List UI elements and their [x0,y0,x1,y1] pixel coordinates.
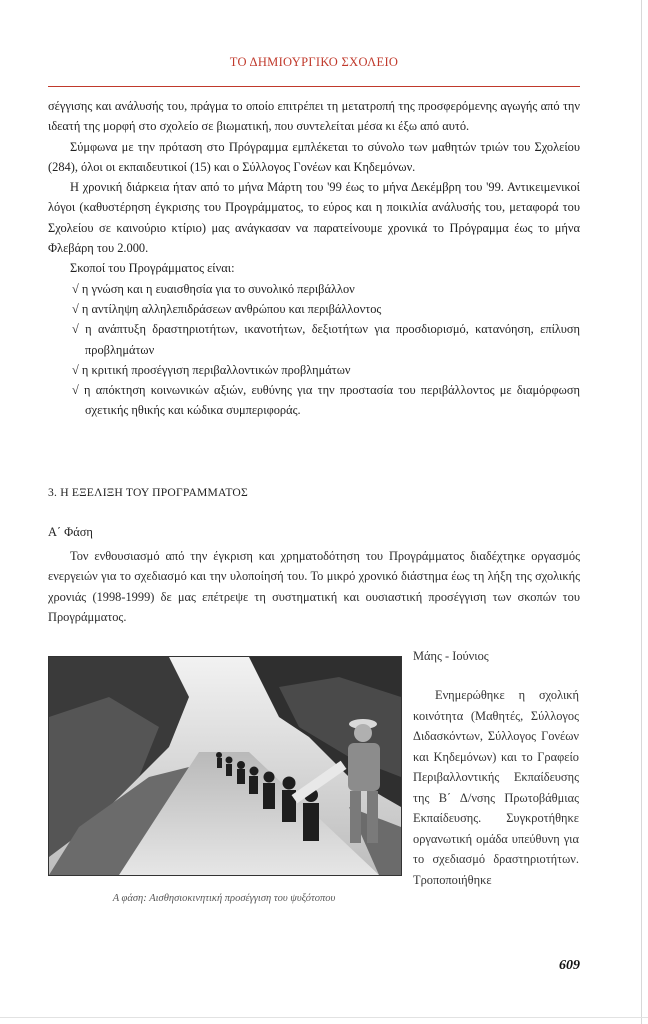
phase-paragraph: Τον ενθουσιασμό από την έγκριση και χρηματοδότηση του Προγράμματος διαδέχτηκε οργασμός ενεργειών για το σχεδιασμό και την υλοποίησή του. Το μικρό χρονικό διάστημα έως τη λήξη της σχολικής χρονιάς (1998-1999) δε μας επέτρεψε τη συστηματική και ουσιαστική προσέγγιση των σκοπών του Προγράμματος. [48,549,580,624]
goal-item: √ η απόκτηση κοινωνικών αξιών, ευθύνης για την προστασία του περιβάλλοντος με διαμόρφωση σχετικής ηθικής και κώδικα συμπεριφοράς. [72,383,580,418]
page-edge-right [641,0,642,1024]
body-text [48,96,580,421]
page-edge-bottom [0,1017,648,1018]
paragraph-2: Σύμφωνα με την πρόταση στο Πρόγραμμα εμπλέκεται το σύνολο των μαθητών τριών του Σχολείου (284), όλοι οι εκπαιδευτικοί (15) και ο Σύλλογος Γονέων και Κηδεμόνων. [48,139,580,174]
running-head: ΤΟ ΔΗΜΙΟΥΡΓΙΚΟ ΣΧΟΛΕΙΟ [229,55,399,69]
sidebar-heading: Μάης - Ιούνιος [413,649,489,663]
sidebar-text [413,685,579,890]
field-trip-photo [48,656,402,876]
section-title: 3. Η ΕΞΕΛΙΞΗ ΤΟΥ ΠΡΟΓΡΑΜΜΑΤΟΣ [48,486,248,499]
goal-item: √ η γνώση και η ευαισθησία για το συνολικό περιβάλλον [72,281,355,296]
page-number: 609 [559,958,580,973]
phase-text [48,546,580,627]
goal-item: √ η ανάπτυξη δραστηριοτήτων, ικανοτήτων, δεξιοτήτων για προσδιορισμό, κατανόηση, επίλυση προβλημάτων [72,322,580,357]
header-rule [48,86,580,87]
sidebar-paragraph: Ενημερώθηκε η σχολική κοινότητα (Μαθητές, Σύλλογος Διδασκόντων, Σύλλογος Γονέων και Κηδεμόνων) και το Γραφείο Περιβαλλοντικής Εκπαίδευσης της Β΄ Δ/νσης Πρωτοβάθμιας Εκπαίδευσης. Συγκροτήθηκε οργανωτική ομάδα υπεύθυνη για το σχεδιασμό δραστηριοτήτων. Τροποποιήθηκε [413,688,579,887]
photo-illustration [49,657,401,875]
goal-item: √ η αντίληψη αλληλεπιδράσεων ανθρώπου και περιβάλλοντος [72,301,382,316]
paragraph-3: Η χρονική διάρκεια ήταν από το μήνα Μάρτη του '99 έως το μήνα Δεκέμβρη του '99. Αντικειμενικοί λόγοι (καθυστέρηση έγκρισης του Προγράμματος, το εύρος και η ποικιλία ανάλυσής του, μεταφορά του Σχολείου σε καινούριο κτίριο) μας ανάγκασαν να παρατείνουμε χρονικά το Πρόγραμμα έως το μήνα Φλεβάρη του 2.000. [48,180,580,256]
goals-intro: Σκοποί του Προγράμματος είναι: [70,261,235,276]
goals-list [48,279,580,421]
phase-title: Α΄ Φάση [48,525,93,539]
photo-caption: Α φάση: Αισθησιοκινητική προσέγγιση του ψυξότοπου [112,893,336,904]
paragraph-1: σέγγισης και ανάλυσής του, πράγμα το οποίο επιτρέπει τη μετατροπή της προσφερόμενης αγωγής από την ιδεατή της μορφή στο σχολείο σε βιωματική, που συντελείται μέσα κι έξω από αυτό. [48,99,580,134]
goal-item: √ η κριτική προσέγγιση περιβαλλοντικών προβλημάτων [72,362,351,377]
